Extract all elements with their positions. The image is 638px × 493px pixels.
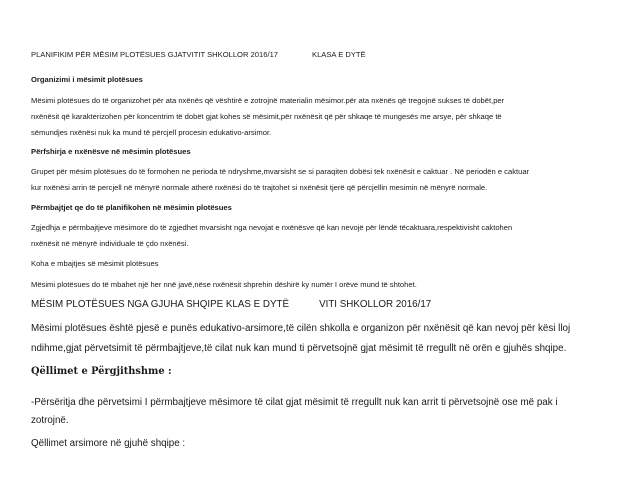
heading-inclusion: Përfshirja e nxënësve në mësimin plotësues [31, 147, 191, 156]
paragraph-organization-line-2: nxënësit që karakterizohen për koncentrim të dobët gjat kohes së mësimit,për nxënësit që për shkaqe të mungesës me arsye, për shkaqe të [31, 112, 502, 121]
heading-content: Përmbajtjet qe do të planifikohen në mësimin plotësues [31, 203, 232, 212]
paragraph-goals-line-2: zotrojnë. [31, 415, 69, 426]
paragraph-main-line-1: Mësimi plotësues është pjesë e punës edukativo-arsimore,të cilën shkolla e organizon për nxënësit që kan nevoj për kësi lloj [31, 323, 571, 334]
document-header [31, 51, 366, 59]
heading-organization: Organizimi i mësimit plotësues [31, 75, 143, 84]
section-title-text: MËSIM PLOTËSUES NGA GJUHA SHQIPE KLAS E DYTË [31, 299, 290, 310]
paragraph-goals-line-1: -Përsëritja dhe përvetsimi I përmbajtjeve mësimore të cilat gjat mësimit të rregullt nuk kan arrit ti përvetsojnë ose më pak i [31, 397, 558, 408]
paragraph-content-line-1: Zgjedhja e përmbajtjeve mësimore do të zgjedhet mvarsisht nga nevojat e nxënësve që kan nevojë për lëndë tëcaktuara,respektivisht caktohen [31, 223, 513, 232]
paragraph-educational-goals: Qëllimet arsimore në gjuhë shqipe : [31, 438, 186, 449]
section-title [31, 300, 431, 310]
paragraph-inclusion-line-2: kur nxënësi arrin të percjell në mënyrë normale atherë nxënësi do të trajtohet si nxënësit tjerë që përcjellin mesimin në mënyrë normale. [31, 183, 488, 192]
heading-general-goals: Qëllimet e Përgjithshme : [31, 366, 172, 377]
header-class: KLASA E DYTË [312, 50, 366, 59]
section-title-year: VITI SHKOLLOR 2016/17 [319, 299, 432, 310]
subheading-time: Koha e mbajtjes së mësimit plotësues [31, 259, 159, 268]
paragraph-organization-line-1: Mësimi plotësues do të organizohet për ata nxënës që vështirë e zotrojnë materialin mësimor.për ata nxënës që tregojnë sukses të dobët,per [31, 96, 505, 105]
paragraph-organization-line-3: sëmundjes nxënësi nuk ka mund të përcjell procesin edukativo-arsimor. [31, 128, 272, 137]
header-title: PLANIFIKIM PËR MËSIM PLOTËSUES GJATVITIT SHKOLLOR 2016/17 [31, 50, 279, 59]
paragraph-content-line-2: nxënësit në mënyrë individuale të çdo nxënësi. [31, 239, 189, 248]
paragraph-main-line-2: ndihme,gjat përvetsimit të përmbajtjeve,të cilat nuk kan mund ti përvetsojnë gjat mësimit të rregullt në orën e gjuhës shqipe. [31, 343, 567, 354]
paragraph-inclusion-line-1: Grupet për mësim plotësues do të formohen ne perioda të ndryshme,mvarsisht se si paraqiten dobësi tek nxënësit e caktuar . Në periodën e caktuar [31, 167, 530, 176]
paragraph-time: Mësimi plotësues do të mbahet një her nnë javë,nëse nxënësit shprehin dëshirë ky numër I orëve mund të shtohet. [31, 280, 417, 289]
